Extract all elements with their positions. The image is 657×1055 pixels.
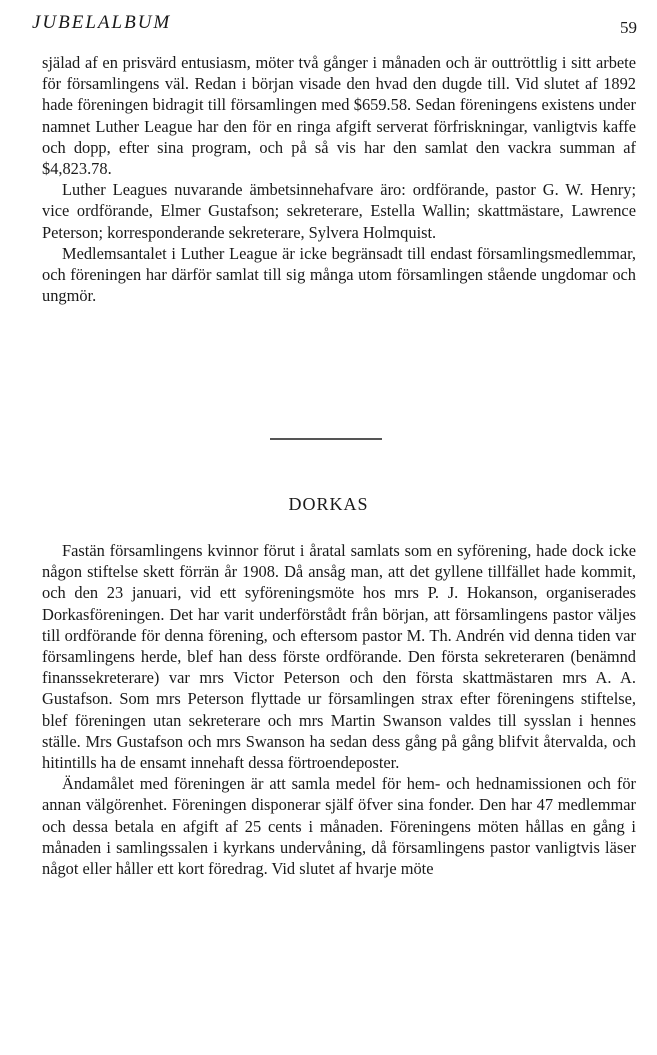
- page-number: 59: [620, 18, 637, 37]
- running-head: JUBELALBUM: [32, 12, 172, 33]
- paragraph: Fastän församlingens kvinnor förut i åratal samlats som en syförening, hade dock icke någon stiftelse skett förrän år 1908. Då ansåg man, att det gyllene tillfället hade kommit, och den 23 januari, vid ett syföreningsmöte hos mrs P. J. Hokanson, organiserades Dorkasföreningen. Det har varit underförstådt från början, att församlingens pastor väljes till ordförande för denna förening, och eftersom pastor M. Th. Andrén vid denna tiden var församlingens herde, blef han dess förste ordförande. Den första sekreteraren (benämnd finanssekreterare) var mrs Victor Peterson och den första skattmästaren mrs A. A. Gustafson. Som mrs Peterson flyttade ur församlingen strax efter föreningens stiftelse, blef föreningen utan sekreterare och mrs Martin Swanson valdes till sysslan i hennes ställe. Mrs Gustafson och mrs Swanson ha sedan dess gång på gång blifvit återvalda, och hitintills ha de ensamt innehaft dessa förtroendeposter.: [42, 541, 636, 773]
- section-title: DORKAS: [288, 494, 369, 514]
- dorkas-section-body: [42, 540, 636, 879]
- paragraph: själad af en prisvärd entusiasm, möter två gånger i månaden och är outtröttlig i sitt arbete för församlingens väl. Redan i början visade den hvad den dugde till. Vid slutet af 1892 hade föreningen bidragit till församlingen med $659.58. Sedan föreningens existens under namnet Luther League har den för en ringa afgift serverat förfriskningar, vanligtvis kaffe och dopp, efter sina program, och på så vis har den samlat den vackra summan af $4,823.78.: [42, 53, 636, 179]
- luther-league-continuation: [42, 52, 636, 306]
- paragraph: Medlemsantalet i Luther League är icke begränsadt till endast församlingsmedlemmar, och föreningen har därför samlat till sig många utom församlingen stående ungdomar och ungmör.: [42, 243, 636, 306]
- paragraph: Luther Leagues nuvarande ämbetsinnehafvare äro: ordförande, pastor G. W. Henry; vice ordförande, Elmer Gustafson; sekreterare, Estella Wallin; skattmästare, Lawrence Peterson; korresponderande sekreterare, Sylvera Holmquist.: [42, 180, 636, 242]
- section-divider: [270, 438, 382, 440]
- paragraph: Ändamålet med föreningen är att samla medel för hem- och hednamissionen och för annan välgörenhet. Föreningen disponerar själf öfver sina fonder. Den har 47 medlemmar och dessa betala en afgift af 25 cents i månaden. Föreningens möten hållas en gång i månaden i samlingssalen i kyrkans undervåning, då församlingens pastor vanligtvis läser något eller håller ett kort föredrag. Vid slutet af hvarje möte: [42, 774, 636, 879]
